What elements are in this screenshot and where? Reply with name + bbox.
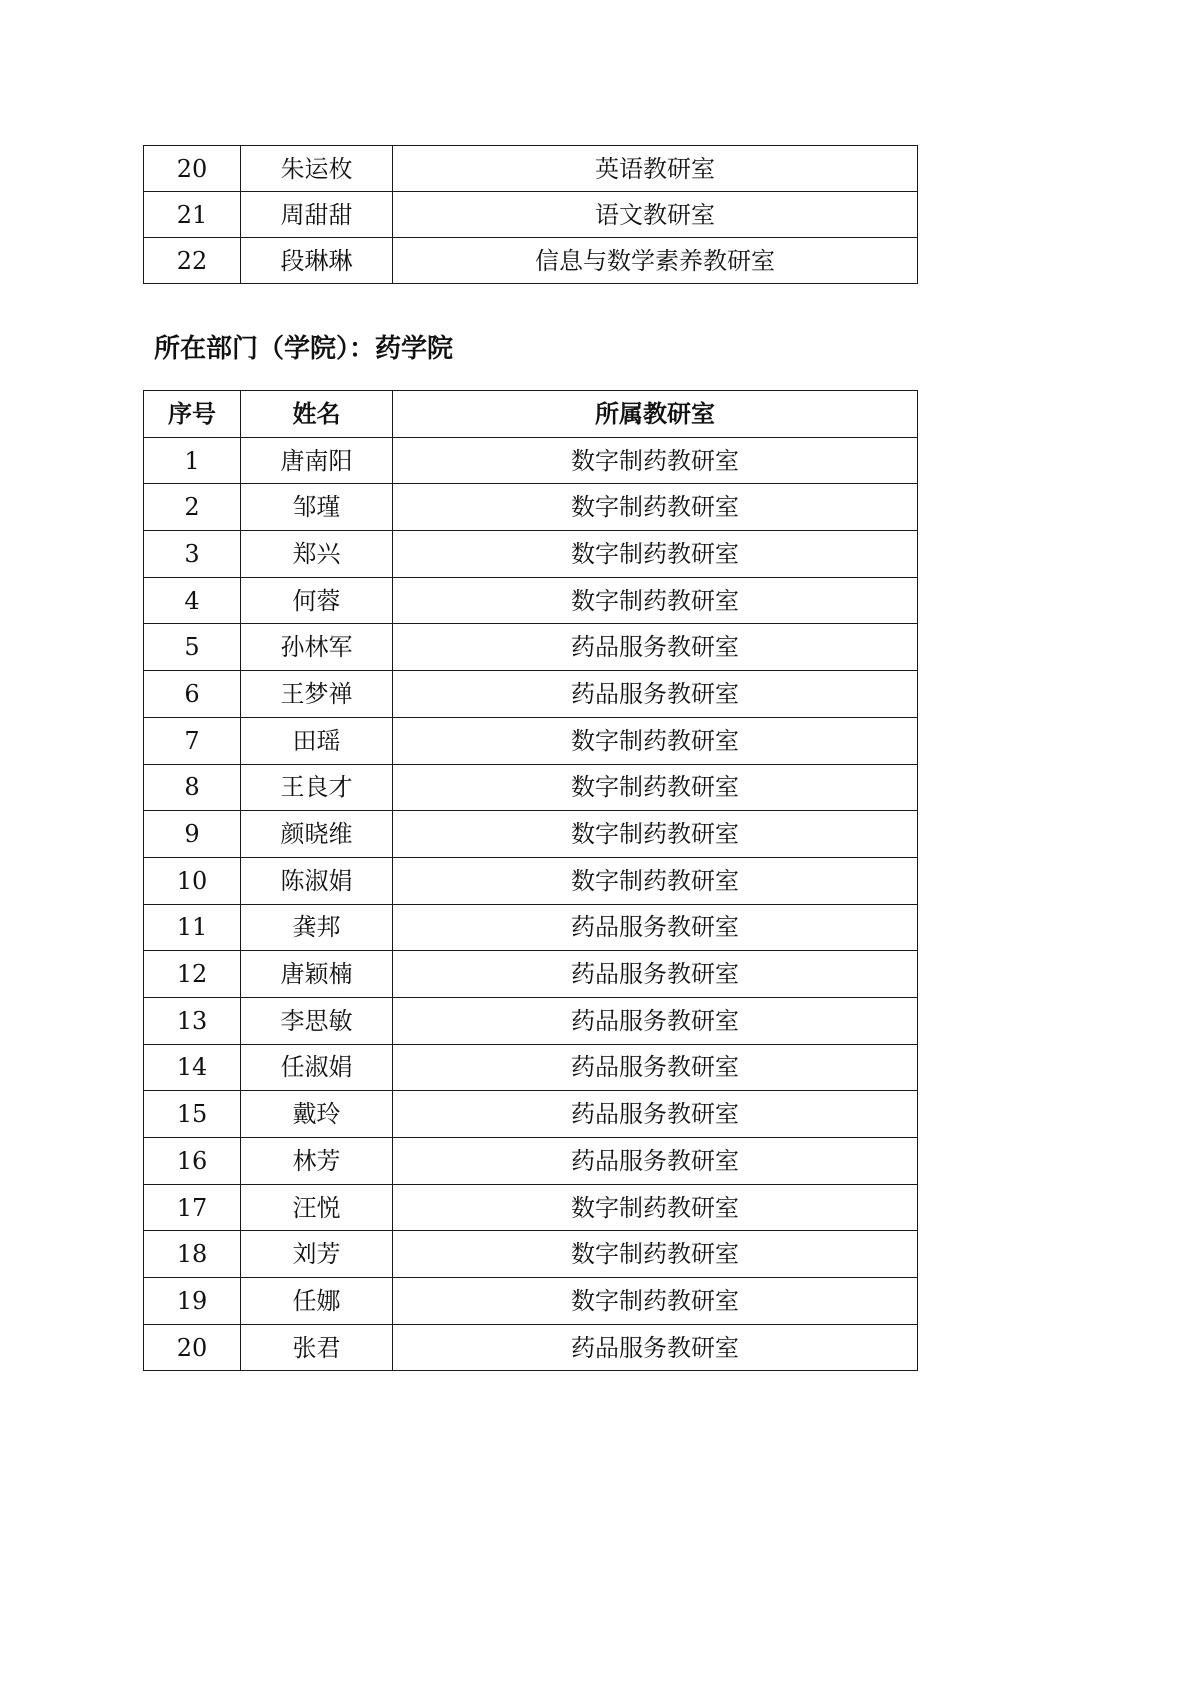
- header-name: 姓名: [241, 391, 393, 438]
- teaching-office-cell: 药品服务教研室: [393, 1138, 918, 1185]
- name-cell: 何蓉: [241, 577, 393, 624]
- name-cell: 戴玲: [241, 1091, 393, 1138]
- table-row: [144, 531, 918, 578]
- table-row: [144, 192, 918, 238]
- teaching-office-cell: 数字制药教研室: [393, 1184, 918, 1231]
- table-row: [144, 1044, 918, 1091]
- serial-number-cell: 3: [144, 531, 241, 578]
- name-cell: 林芳: [241, 1138, 393, 1185]
- serial-number-cell: 8: [144, 764, 241, 811]
- serial-number-cell: 13: [144, 997, 241, 1044]
- serial-number-cell: 14: [144, 1044, 241, 1091]
- header-teaching-office: 所属教研室: [393, 391, 918, 438]
- name-cell: 段琳琳: [241, 238, 393, 284]
- name-cell: 王良才: [241, 764, 393, 811]
- name-cell: 陈淑娟: [241, 857, 393, 904]
- serial-number-cell: 7: [144, 717, 241, 764]
- teaching-office-cell: 数字制药教研室: [393, 717, 918, 764]
- name-cell: 唐南阳: [241, 437, 393, 484]
- teaching-office-cell: 数字制药教研室: [393, 857, 918, 904]
- teaching-office-cell: 数字制药教研室: [393, 577, 918, 624]
- table-row: [144, 811, 918, 858]
- name-cell: 张君: [241, 1324, 393, 1371]
- name-cell: 唐颖楠: [241, 951, 393, 998]
- serial-number-cell: 18: [144, 1231, 241, 1278]
- teaching-office-cell: 英语教研室: [393, 146, 918, 192]
- name-cell: 任淑娟: [241, 1044, 393, 1091]
- pharmacy-staff-table-body: [144, 437, 918, 1371]
- name-cell: 王梦禅: [241, 671, 393, 718]
- table-row: [144, 951, 918, 998]
- teaching-office-cell: 药品服务教研室: [393, 624, 918, 671]
- teaching-office-cell: 药品服务教研室: [393, 997, 918, 1044]
- teaching-office-cell: 药品服务教研室: [393, 1044, 918, 1091]
- name-cell: 郑兴: [241, 531, 393, 578]
- name-cell: 田瑶: [241, 717, 393, 764]
- name-cell: 任娜: [241, 1278, 393, 1325]
- name-cell: 李思敏: [241, 997, 393, 1044]
- teaching-office-cell: 数字制药教研室: [393, 811, 918, 858]
- table-row: [144, 857, 918, 904]
- staff-table-continued-body: [144, 146, 918, 284]
- name-cell: 朱运枚: [241, 146, 393, 192]
- table-row: [144, 577, 918, 624]
- name-cell: 周甜甜: [241, 192, 393, 238]
- teaching-office-cell: 药品服务教研室: [393, 671, 918, 718]
- teaching-office-cell: 数字制药教研室: [393, 531, 918, 578]
- department-heading: 所在部门（学院）：药学院: [154, 334, 454, 364]
- teaching-office-cell: 数字制药教研室: [393, 1231, 918, 1278]
- name-cell: 汪悦: [241, 1184, 393, 1231]
- header-serial-number: 序号: [144, 391, 241, 438]
- serial-number-cell: 2: [144, 484, 241, 531]
- teaching-office-cell: 数字制药教研室: [393, 764, 918, 811]
- table-row: [144, 671, 918, 718]
- teaching-office-cell: 数字制药教研室: [393, 484, 918, 531]
- teaching-office-cell: 药品服务教研室: [393, 951, 918, 998]
- teaching-office-cell: 信息与数学素养教研室: [393, 238, 918, 284]
- serial-number-cell: 16: [144, 1138, 241, 1185]
- table-row: [144, 904, 918, 951]
- table-row: [144, 997, 918, 1044]
- serial-number-cell: 11: [144, 904, 241, 951]
- serial-number-cell: 20: [144, 146, 241, 192]
- teaching-office-cell: 语文教研室: [393, 192, 918, 238]
- serial-number-cell: 12: [144, 951, 241, 998]
- name-cell: 邹瑾: [241, 484, 393, 531]
- teaching-office-cell: 药品服务教研室: [393, 1091, 918, 1138]
- teaching-office-cell: 药品服务教研室: [393, 1324, 918, 1371]
- name-cell: 龚邦: [241, 904, 393, 951]
- table-row: [144, 1231, 918, 1278]
- table-row: [144, 146, 918, 192]
- table-row: [144, 624, 918, 671]
- table-row: [144, 1184, 918, 1231]
- table-header-row: [144, 391, 918, 438]
- table-row: [144, 1324, 918, 1371]
- serial-number-cell: 21: [144, 192, 241, 238]
- serial-number-cell: 17: [144, 1184, 241, 1231]
- pharmacy-staff-table: [143, 390, 918, 1371]
- serial-number-cell: 10: [144, 857, 241, 904]
- staff-table-continued: [143, 145, 918, 284]
- serial-number-cell: 6: [144, 671, 241, 718]
- teaching-office-cell: 药品服务教研室: [393, 904, 918, 951]
- table-row: [144, 238, 918, 284]
- table-row: [144, 484, 918, 531]
- name-cell: 刘芳: [241, 1231, 393, 1278]
- table-row: [144, 1138, 918, 1185]
- serial-number-cell: 15: [144, 1091, 241, 1138]
- teaching-office-cell: 数字制药教研室: [393, 1278, 918, 1325]
- serial-number-cell: 9: [144, 811, 241, 858]
- table-row: [144, 764, 918, 811]
- name-cell: 孙林军: [241, 624, 393, 671]
- serial-number-cell: 4: [144, 577, 241, 624]
- table-row: [144, 717, 918, 764]
- serial-number-cell: 1: [144, 437, 241, 484]
- teaching-office-cell: 数字制药教研室: [393, 437, 918, 484]
- serial-number-cell: 22: [144, 238, 241, 284]
- name-cell: 颜晓维: [241, 811, 393, 858]
- table-row: [144, 437, 918, 484]
- serial-number-cell: 5: [144, 624, 241, 671]
- serial-number-cell: 19: [144, 1278, 241, 1325]
- table-row: [144, 1091, 918, 1138]
- table-row: [144, 1278, 918, 1325]
- serial-number-cell: 20: [144, 1324, 241, 1371]
